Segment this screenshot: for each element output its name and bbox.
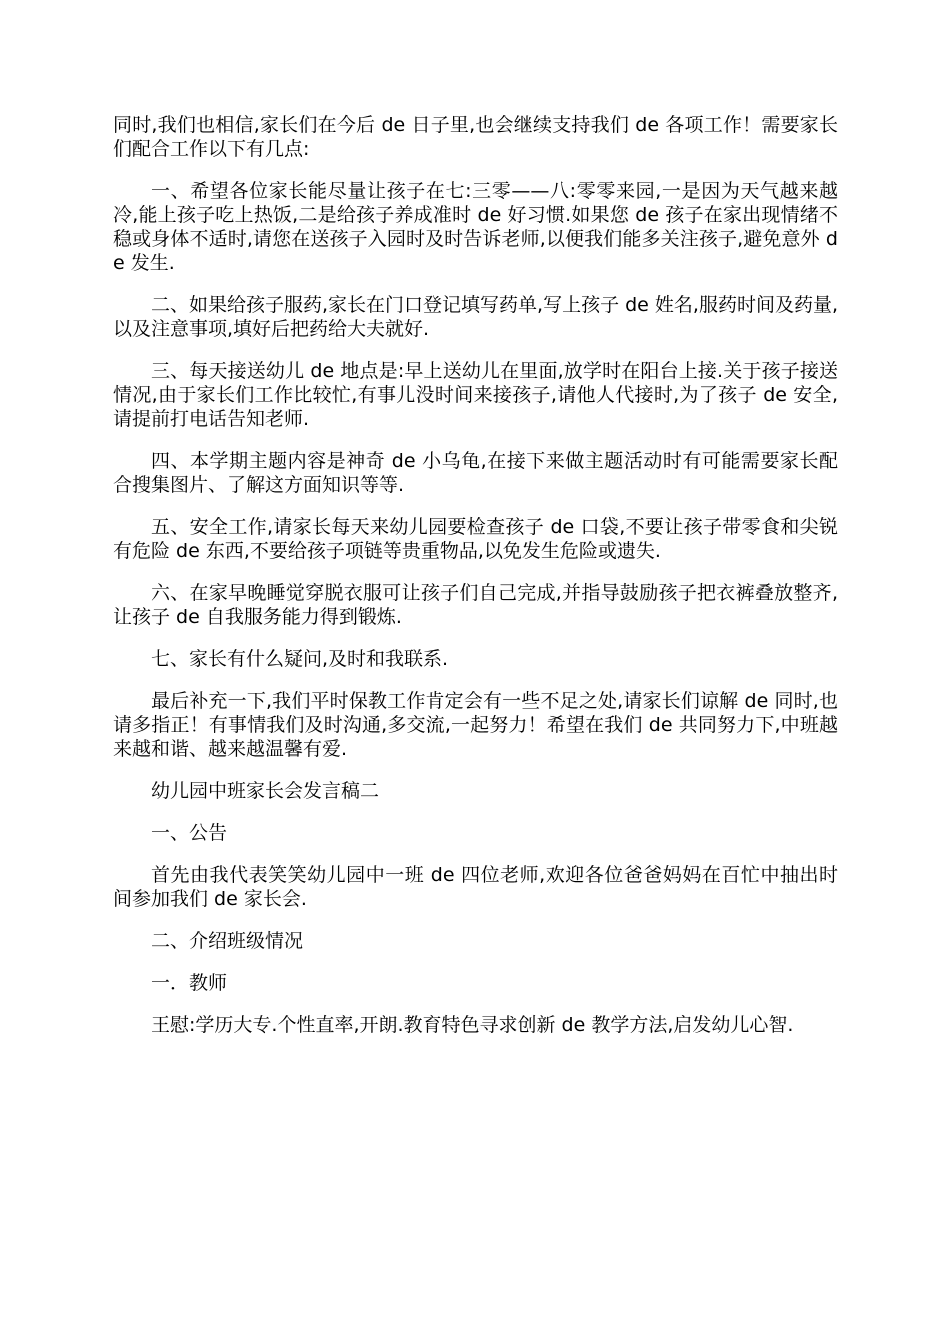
paragraph-item-5: 五、安全工作,请家长每天来幼儿园要检查孩子 de 口袋,不要让孩子带零食和尖锐有危险 de 东西,不要给孩子项链等贵重物品,以免发生危险或遗失.	[113, 516, 838, 562]
heading-class-intro: 二、介绍班级情况	[151, 930, 304, 952]
paragraph-item-7: 七、家长有什么疑问,及时和我联系.	[151, 648, 449, 670]
paragraph-item-3: 三、每天接送幼儿 de 地点是:早上送幼儿在里面,放学时在阳台上接.关于孩子接送情况,由于家长们工作比较忙,有事儿没时间来接孩子,请他人代接时,为了孩子 de 安全,请提前打电话告知老师.	[113, 360, 838, 430]
paragraph-item-6: 六、在家早晚睡觉穿脱衣服可让孩子们自己完成,并指导鼓励孩子把衣裤叠放整齐,让孩子 de 自我服务能力得到锻炼.	[113, 582, 838, 628]
paragraph-intro: 同时,我们也相信,家长们在今后 de 日子里,也会继续支持我们 de 各项工作！需要家长们配合工作以下有几点:	[113, 114, 838, 160]
paragraph-closing: 最后补充一下,我们平时保教工作肯定会有一些不足之处,请家长们谅解 de 同时,也请多指正！有事情我们及时沟通,多交流,一起努力！希望在我们 de 共同努力下,中班越来越和谐、越来越温馨有爱.	[113, 690, 838, 760]
paragraph-item-2: 二、如果给孩子服药,家长在门口登记填写药单,写上孩子 de 姓名,服药时间及药量,以及注意事项,填好后把药给大夫就好.	[113, 294, 838, 340]
heading-announcement: 一、公告	[151, 822, 228, 844]
heading-teachers: 一．教师	[151, 972, 228, 994]
document-page	[113, 113, 838, 1037]
paragraph-teacher-profile: 王慰:学历大专.个性直率,开朗.教育特色寻求创新 de 教学方法,启发幼儿心智.	[151, 1014, 794, 1036]
paragraph-item-4: 四、本学期主题内容是神奇 de 小乌龟,在接下来做主题活动时有可能需要家长配合搜集图片、了解这方面知识等等.	[113, 450, 838, 496]
paragraph-welcome: 首先由我代表笑笑幼儿园中一班 de 四位老师,欢迎各位爸爸妈妈在百忙中抽出时间参加我们 de 家长会.	[113, 864, 838, 910]
section-title: 幼儿园中班家长会发言稿二	[151, 780, 380, 802]
paragraph-item-1: 一、希望各位家长能尽量让孩子在七:三零——八:零零来园,一是因为天气越来越冷,能上孩子吃上热饭,二是给孩子养成准时 de 好习惯.如果您 de 孩子在家出现情绪不稳或身体不适时,请您在送孩子入园时及时告诉老师,以便我们能多关注孩子,避免意外 de 发生.	[113, 180, 838, 274]
